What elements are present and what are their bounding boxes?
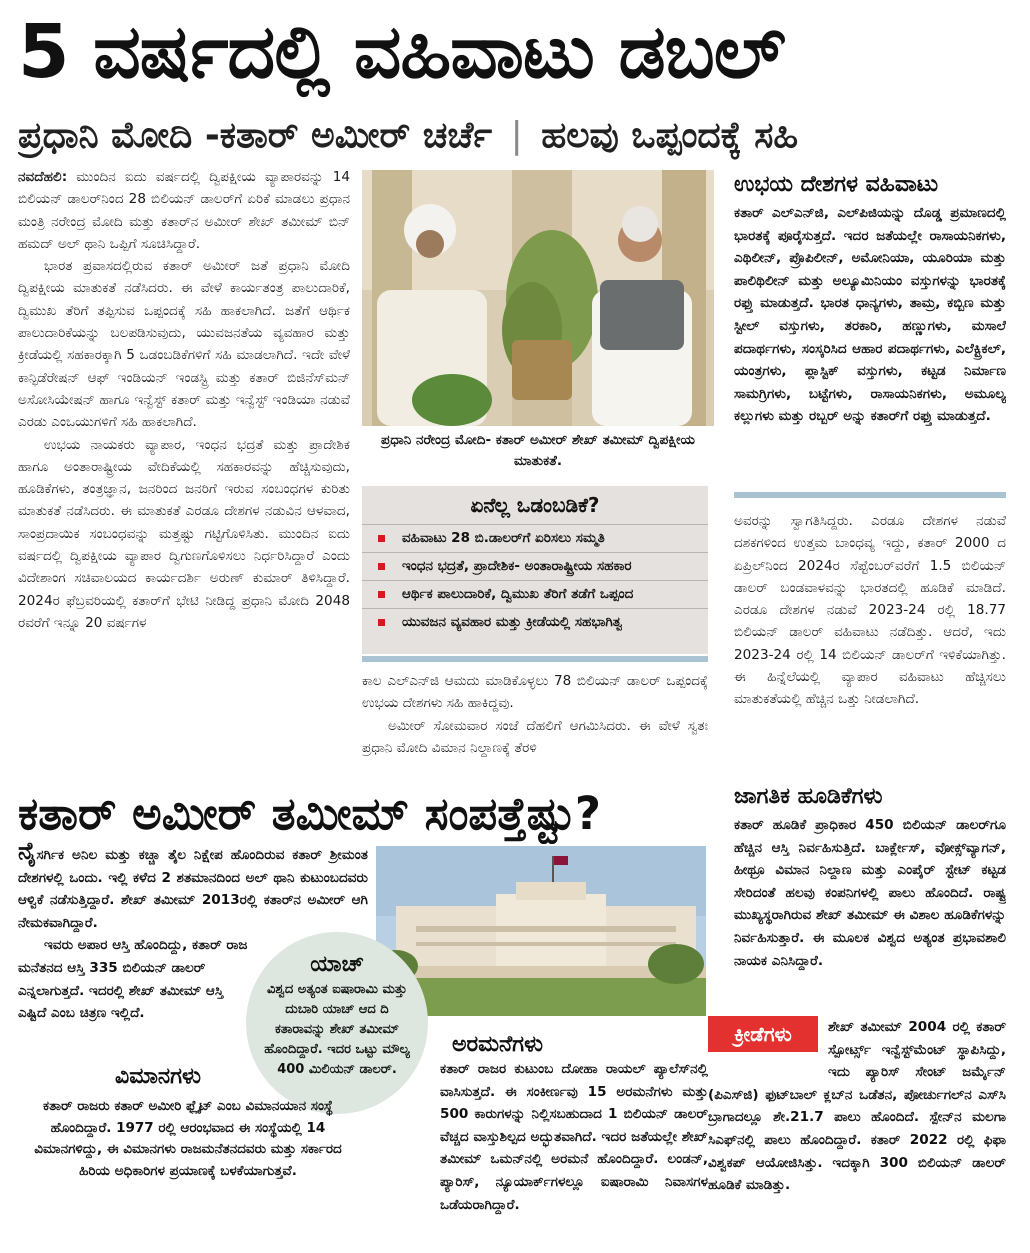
palaces-text: ಕತಾರ್ ರಾಜರ ಕುಟುಂಬ ದೋಹಾ ರಾಯಲ್ ಪ್ಯಾಲೆಸ್‌ನಲ್ಲಿ ವಾಸಿಸುತ್ತದೆ. ಈ ಸಂಕೀರ್ಣವು 15 ಅರಮನೆಗಳು ಮತ್ತು 500 ಕಾರುಗಳನ್ನು ನಿಲ್ಲಿಸಬಹುದಾದ 1 ಬಿಲಿಯನ್ ಡಾಲರ್ ವೆಚ್ಚದ ವಾಸ್ತುಶಿಲ್ಪದ ಅದ್ಭುತವಾಗಿದೆ. ಇದರ ಜತೆಯಲ್ಲೇ ಶೇಖ್ ತಮೀಮ್ ಒಮನ್‌ನಲ್ಲಿ ಅರಮನೆ ಹೊಂದಿದ್ದಾರೆ. ಲಂಡನ್, ಪ್ಯಾರಿಸ್, ನ್ಯೂಯಾರ್ಕ್‌ಗಳಲ್ಲೂ ಐಷಾರಾಮಿ ನಿವಾಸಗಳ ಒಡೆಯರಾಗಿದ್ದಾರೆ. (440, 1061, 708, 1213)
palace-photo (376, 846, 706, 1016)
subhead-right: ಹಲವು ಒಪ್ಪಂದಕ್ಕೆ ಸಹಿ (541, 115, 799, 156)
sports-tag-spacer (708, 1016, 828, 1066)
photo-caption: ಪ್ರಧಾನಿ ನರೇಂದ್ರ ಮೋದಿ- ಕತಾರ್ ಅಮೀರ್ ಶೇಖ್ ತಮೀಮ್ ದ್ವಿಪಕ್ಷೀಯ ಮಾತುಕತೆ. (381, 432, 695, 469)
center-divider (362, 656, 708, 662)
sports-section (708, 1016, 1006, 1241)
agreement-item (362, 552, 708, 580)
wealth-title: ಕತಾರ್ ಅಮೀರ್ ತಮೀಮ್ ಸಂಪತ್ತೆಷ್ಟು? (18, 787, 601, 840)
headline: 5 ವರ್ಷದಲ್ಲಿ ವಹಿವಾಟು ಡಬಲ್ (18, 9, 785, 95)
palaces-title: ಅರಮನೆಗಳು (452, 1032, 544, 1057)
leaders-photo-illustration (362, 170, 714, 426)
planes-section (18, 1060, 348, 1094)
subhead-separator: | (510, 115, 523, 156)
investments-text: ಕತಾರ್ ಹೂಡಿಕೆ ಪ್ರಾಧಿಕಾರ 450 ಬಿಲಿಯನ್ ಡಾಲರ್‌ಗೂ ಹೆಚ್ಚಿನ ಆಸ್ತಿ ನಿರ್ವಹಿಸುತ್ತಿದೆ. ಬಾರ್ಕ್ಲೇಸ್, ವೋಕ್ಸ್‌ವ್ಯಾಗನ್, ಹೀಥ್ರೂ ವಿಮಾನ ನಿಲ್ದಾಣ ಮತ್ತು ಎಂಪೈರ್ ಸ್ಟೇಟ್ ಕಟ್ಟಡ ಸೇರಿದಂತೆ ಹಲವು ಕಂಪನಿಗಳಲ್ಲಿ ಪಾಲು ಹೊಂದಿದೆ. ರಾಷ್ಟ್ರ ಮುಖ್ಯಸ್ಥರಾಗಿರುವ ಶೇಖ್ ತಮೀಮ್ ಈ ವಿಶಾಲ ಹೂಡಿಕೆಗಳನ್ನು ನಿರ್ವಹಿಸುತ್ತಾರೆ. ಈ ಮೂಲಕ ವಿಶ್ವದ ಅತ್ಯಂತ ಪ್ರಭಾವಶಾಲಿ ನಾಯಕ ಎನಿಸಿದ್ದಾರೆ. (734, 817, 1006, 969)
agreement-item-text: ವಹಿವಾಟು 28 ಬಿ.ಡಾಲರ್‌ಗೆ ಏರಿಸಲು ಸಮ್ಮತಿ (402, 530, 605, 546)
article-right-p1: ಅವರನ್ನು ಸ್ವಾಗತಿಸಿದ್ದರು. ಎರಡೂ ದೇಶಗಳ ನಡುವೆ ದಶಕಗಳಿಂದ ಉತ್ತಮ ಬಾಂಧವ್ಯ ಇದ್ದು, ಕತಾರ್ 2000 ದ ಏಪ್ರಿಲ್‌ನಿಂದ 2024ರ ಸೆಪ್ಟೆಂಬರ್‌ವರೆಗೆ 1.5 ಬಿಲಿಯನ್ ಡಾಲರ್ ಬಂಡವಾಳವನ್ನು ಭಾರತದಲ್ಲಿ ಹೂಡಿಕೆ ಮಾಡಿದೆ. ಎರಡೂ ದೇಶಗಳ ನಡುವೆ 2023-24 ರಲ್ಲಿ 18.77 ಬಿಲಿಯನ್ ಡಾಲರ್ ವಹಿವಾಟು ನಡೆದಿತ್ತು. ಆದರೆ, ಇದು 2023-24 ರಲ್ಲಿ 14 ಬಿಲಿಯನ್ ಡಾಲರ್‌ಗೆ ಇಳಿಕೆಯಾಗಿತ್ತು. ಈ ಹಿನ್ನೆಲೆಯಲ್ಲಿ ವ್ಯಾಪಾರ ವಹಿವಾಟು ಹೆಚ್ಚಿಸಲು ಮಾತುಕತೆಯಲ್ಲಿ ಹೆಚ್ಚಿನ ಒತ್ತು ನೀಡಲಾಗಿದೆ. (734, 513, 1006, 708)
article-paragraph-2: ಭಾರತ ಪ್ರವಾಸದಲ್ಲಿರುವ ಕತಾರ್ ಅಮೀರ್ ಜತೆ ಪ್ರಧಾನಿ ಮೋದಿ ದ್ವಿಪಕ್ಷೀಯ ಮಾತುಕತೆ ನಡೆಸಿದರು. ಈ ವೇಳೆ ಕಾರ್ಯತಂತ್ರ ಪಾಲುದಾರಿಕೆ, ದ್ವಿಮುಖ ತೆರಿಗೆ ತಪ್ಪಿಸುವ ಒಪ್ಪಂದಕ್ಕೆ ಸಹಿ ಹಾಕಲಾಗಿದೆ. ಜತೆಗೆ ಆರ್ಥಿಕ ಪಾಲುದಾರಿಕೆಯನ್ನು ಬಲಪಡಿಸುವುದು, ಯುವಜನತೆಯ ವ್ಯವಹಾರ ಮತ್ತು ಕ್ರೀಡೆಯಲ್ಲಿ ಸಹಕಾರಕ್ಕಾಗಿ 5 ಒಡಂಬಡಿಕೆಗಳಿಗೆ ಸಹಿ ಮಾಡಲಾಗಿದೆ. ಇದೇ ವೇಳೆ ಕಾನ್ಫಿಡೆರೇಷನ್ ಆಫ್ ಇಂಡಿಯನ್ ಇಂಡಸ್ಟ್ರಿ ಮತ್ತು ಕತಾರ್ ಬಿಜಿನೆಸ್‌ಮನ್ ಅಸೋಸಿಯೇಷನ್ ಹಾಗೂ ಇನ್ವೆಸ್ಟ್ ಕತಾರ್ ಮತ್ತು ಇನ್ವೆಸ್ಟ್ ಇಂಡಿಯಾ ನಡುವೆ ಎರಡು ಎಂಒಯುಗಳಿಗೆ ಸಹಿ ಹಾಕಲಾಗಿದೆ. (18, 258, 350, 431)
agreement-item (362, 580, 708, 608)
trade-title: ಉಭಯ ದೇಶಗಳ ವಹಿವಾಟು (734, 172, 939, 197)
bullet-icon (378, 591, 385, 598)
planes-text: ಕತಾರ್ ರಾಜರು ಕತಾರ್ ಅಮೀರಿ ಫ್ಲೈಟ್ ಎಂಬ ವಿಮಾನಯಾನ ಸಂಸ್ಥೆ ಹೊಂದಿದ್ದಾರೆ. 1977 ರಲ್ಲಿ ಆರಂಭವಾದ ಈ ಸಂಸ್ಥೆಯಲ್ಲಿ 14 ವಿಮಾನಗಳಿದ್ದು, ಈ ವಿಮಾನಗಳು ರಾಜಮನೆತನದವರು ಮತ್ತು ಸರ್ಕಾರದ ಹಿರಿಯ ಅಧಿಕಾರಿಗಳ ಪ್ರಯಾಣಕ್ಕೆ ಬಳಕೆಯಾಗುತ್ತವೆ. (34, 1098, 342, 1180)
right-divider (734, 492, 1006, 498)
subhead-left: ಪ್ರಧಾನಿ ಮೋದಿ -ಕತಾರ್ ಅಮೀರ್ ಚರ್ಚೆ (18, 115, 493, 156)
agreement-item-text: ಯುವಜನ ವ್ಯವಹಾರ ಮತ್ತು ಕ್ರೀಡೆಯಲ್ಲಿ ಸಹಭಾಗಿತ್ವ (402, 614, 623, 630)
agreement-item (362, 608, 708, 636)
wealth-intro-p1 (18, 840, 368, 934)
trade-text: ಕತಾರ್ ಎಲ್‌ಎನ್‌ಜಿ, ಎಲ್‌ಪಿಜಿಯನ್ನು ದೊಡ್ಡ ಪ್ರಮಾಣದಲ್ಲಿ ಭಾರತಕ್ಕೆ ಪೂರೈಸುತ್ತದೆ. ಇದರ ಜತೆಯಲ್ಲೇ ರಾಸಾಯನಿಕಗಳು, ಎಥಿಲೀನ್, ಪ್ರೊಪಿಲೀನ್, ಅಮೋನಿಯಾ, ಯೂರಿಯಾ ಮತ್ತು ಪಾಲಿಥಿಲೀನ್ ಮತ್ತು ಅಲ್ಯೂಮಿನಿಯಂ ವಸ್ತುಗಳನ್ನು ಭಾರತಕ್ಕೆ ರಫ್ತು ಮಾಡುತ್ತದೆ. ಭಾರತ ಧಾನ್ಯಗಳು, ತಾಮ್ರ, ಕಬ್ಬಿಣ ಮತ್ತು ಸ್ಟೀಲ್ ವಸ್ತುಗಳು, ತರಕಾರಿ, ಹಣ್ಣುಗಳು, ಮಸಾಲೆ ಪದಾರ್ಥಗಳು, ಸಂಸ್ಕರಿಸಿದ ಆಹಾರ ಪದಾರ್ಥಗಳು, ಎಲೆಕ್ಟ್ರಿಕಲ್, ಯಂತ್ರಗಳು, ಪ್ಲಾಸ್ಟಿಕ್ ವಸ್ತುಗಳು, ಕಟ್ಟಡ ನಿರ್ಮಾಣ ಸಾಮಗ್ರಿಗಳು, ಬಟ್ಟೆಗಳು, ರಾಸಾಯನಿಕಗಳು, ಅಮೂಲ್ಯ ಕಲ್ಲುಗಳು ಮತ್ತು ರಬ್ಬರ್ ಅನ್ನು ಕತಾರ್‌ಗೆ ರಫ್ತು ಮಾಡುತ್ತದೆ. (734, 205, 1006, 425)
sports-text: ಶೇಖ್ ತಮೀಮ್ 2004 ರಲ್ಲಿ ಕತಾರ್ ಸ್ಪೋರ್ಟ್ಸ್ ಇನ್ವೆಸ್ಟ್‌ಮೆಂಟ್ ಸ್ಥಾಪಿಸಿದ್ದು, ಇದು ಪ್ಯಾರಿಸ್ ಸೇಂಟ್ ಜರ್ಮೈನ್ (ಪಿಎಸ್‌ಜಿ) ಫುಟ್‌ಬಾಲ್ ಕ್ಲಬ್‌ನ ಒಡೆತನ, ಪೋರ್ಚುಗಲ್‌ನ ಎಸ್‌ಸಿ ಬ್ರಾಗಾದಲ್ಲೂ ಶೇ.21.7 ಪಾಲು ಹೊಂದಿದೆ. ಸ್ಪೇನ್‌ನ ಮಲಗಾ ಸಿಎಫ್‌ನಲ್ಲಿ ಪಾಲು ಹೊಂದಿದ್ದಾರೆ. ಕತಾರ್ 2022 ರಲ್ಲಿ ಫಿಫಾ ವಿಶ್ವಕಪ್ ಆಯೋಜಿಸಿತ್ತು. ಇದಕ್ಕಾಗಿ 300 ಬಿಲಿಯನ್ ಡಾಲರ್ ಹೂಡಿಕೆ ಮಾಡಿತ್ತು. (708, 1019, 1006, 1194)
agreement-item (362, 524, 708, 552)
agreement-item-text: ಆರ್ಥಿಕ ಪಾಲುದಾರಿಕೆ, ದ್ವಿಮುಖ ತೆರಿಗೆ ತಡೆಗೆ ಒಪ್ಪಂದ (402, 586, 634, 602)
leaders-photo (362, 170, 714, 426)
yacht-title: ಯಾಚ್ (310, 952, 364, 977)
article-paragraph-1 (18, 166, 350, 255)
article-right-continuation (734, 510, 1006, 760)
article-center-p2: ಅಮೀರ್ ಸೋಮವಾರ ಸಂಜೆ ದೆಹಲಿಗೆ ಆಗಮಿಸಿದರು. ಈ ವೇಳೆ ಸ್ವತಃ ಪ್ರಧಾನಿ ಮೋದಿ ವಿಮಾನ ನಿಲ್ದಾಣಕ್ಕೆ ತೆರಳಿ (362, 717, 708, 756)
drop-cap: ನೈ (18, 840, 37, 865)
bullet-icon (378, 535, 385, 542)
sports-tag: ಕ್ರೀಡೆಗಳು (708, 1016, 818, 1052)
agreement-item-text: ಇಂಧನ ಭದ್ರತೆ, ಪ್ರಾದೇಶಿಕ- ಅಂತಾರಾಷ್ಟ್ರೀಯ ಸಹಕಾರ (402, 558, 632, 574)
wealth-intro-text: ಸರ್ಗಿಕ ಅನಿಲ ಮತ್ತು ಕಚ್ಚಾ ತೈಲ ನಿಕ್ಷೇಪ ಹೊಂದಿರುವ ಕತಾರ್ ಶ್ರೀಮಂತ ದೇಶಗಳಲ್ಲಿ ಒಂದು. ಇಲ್ಲಿ ಕಳೆದ 2 ಶತಮಾನದಿಂದ ಅಲ್ ಥಾನಿ ಕುಟುಂಬದವರು ಆಳ್ವಿಕೆ ನಡೆಸುತ್ತಿದ್ದಾರೆ. ಶೇಖ್ ತಮೀಮ್ 2013ರಲ್ಲಿ ಕತಾರ್‌ನ ಅಮೀರ್ ಆಗಿ ನೇಮಕವಾಗಿದ್ದಾರೆ. (18, 847, 368, 931)
palace-photo-illustration (376, 846, 706, 1016)
planes-title: ವಿಮಾನಗಳು (115, 1064, 201, 1089)
agreements-box (362, 486, 708, 654)
article-left-column (18, 166, 350, 766)
dateline: ನವದೆಹಲಿ: (18, 169, 68, 185)
agreements-title: ಏನೆಲ್ಲ ಒಡಂಬಡಿಕೆ? (470, 493, 600, 517)
article-center-continuation (362, 670, 708, 766)
yacht-text: ವಿಶ್ವದ ಅತ್ಯಂತ ಐಷಾರಾಮಿ ಮತ್ತು ದುಬಾರಿ ಯಾಚ್ ಆದ ದಿ ಕತಾರಾವನ್ನು ಶೇಖ್ ತಮೀಮ್ ಹೊಂದಿದ್ದಾರೆ. ಇದರ ಒಟ್ಟು ಮೌಲ್ಯ 400 ಮಿಲಿಯನ್ ಡಾಲರ್. (264, 982, 410, 1077)
wealth-intro-p2: ಇವರು ಅಪಾರ ಆಸ್ತಿ ಹೊಂದಿದ್ದು, ಕತಾರ್ ರಾಜ ಮನೆತನದ ಆಸ್ತಿ 335 ಬಿಲಿಯನ್ ಡಾಲರ್ ಎನ್ನಲಾಗುತ್ತದೆ. ಇದರಲ್ಲಿ ಶೇಖ್ ತಮೀಮ್ ಆಸ್ತಿ ಎಷ್ಟಿದೆ ಎಂಬ ಚಿತ್ರಣ ಇಲ್ಲಿದೆ. (18, 937, 248, 1022)
investments-title: ಜಾಗತಿಕ ಹೂಡಿಕೆಗಳು (734, 784, 883, 809)
article-center-p1: ಕಾಲ ಎಲ್‌ಎನ್‌ಜಿ ಆಮದು ಮಾಡಿಕೊಳ್ಳಲು 78 ಬಿಲಿಯನ್ ಡಾಲರ್ ಒಪ್ಪಂದಕ್ಕೆ ಉಭಯ ದೇಶಗಳು ಸಹಿ ಹಾಕಿದ್ದವು. (362, 673, 708, 712)
bullet-icon (378, 563, 385, 570)
bullet-icon (378, 619, 385, 626)
article-paragraph-3: ಉಭಯ ನಾಯಕರು ವ್ಯಾಪಾರ, ಇಂಧನ ಭದ್ರತೆ ಮತ್ತು ಪ್ರಾದೇಶಿಕ ಹಾಗೂ ಅಂತಾರಾಷ್ಟ್ರೀಯ ವೇದಿಕೆಯಲ್ಲಿ ಸಹಕಾರವನ್ನು ಹೆಚ್ಚಿಸುವುದು, ಹೂಡಿಕೆಗಳು, ತಂತ್ರಜ್ಞಾನ, ಜನರಿಂದ ಜನರಿಗೆ ಇರುವ ಸಂಬಂಧಗಳ ಕುರಿತು ಮಾತುಕತೆ ನಡೆಸಿದರು. ಈ ಮಾತುಕತೆ ಎರಡೂ ದೇಶಗಳ ನಡುವಿನ ಆಳವಾದ, ಸಾಂಪ್ರದಾಯಿಕ ಸಂಬಂಧವನ್ನು ಮತ್ತಷ್ಟು ಗಟ್ಟಿಗೊಳಿಸಿತು. ಮುಂದಿನ ಐದು ವರ್ಷದಲ್ಲಿ ದ್ವಿಪಕ್ಷೀಯ ವ್ಯಾಪಾರ ದ್ವಿಗುಣಗೊಳಿಸಲು ನಿರ್ಧರಿಸಿದ್ದಾರೆ ಎಂದು ವಿದೇಶಾಂಗ ಸಚಿವಾಲಯದ ಕಾರ್ಯದರ್ಶಿ ಅರುಣ್ ಕುಮಾರ್ ತಿಳಿಸಿದ್ದಾರೆ. 2024ರ ಫೆಬ್ರವರಿಯಲ್ಲಿ ಕತಾರ್‌ಗೆ ಭೇಟಿ ನೀಡಿದ್ದ ಪ್ರಧಾನಿ ಮೋದಿ 2048 ರವರೆಗೆ ಇನ್ನೂ 20 ವರ್ಷಗಳ (18, 436, 350, 631)
subheadline (18, 108, 1018, 164)
article-p1-text: ಮುಂದಿನ ಐದು ವರ್ಷದಲ್ಲಿ ದ್ವಿಪಕ್ಷೀಯ ವ್ಯಾಪಾರವನ್ನು 14 ಬಿಲಿಯನ್ ಡಾಲರ್‌ನಿಂದ 28 ಬಿಲಿಯನ್ ಡಾಲರ್‌ಗೆ ಏರಿಕೆ ಮಾಡಲು ಪ್ರಧಾನ ಮಂತ್ರಿ ನರೇಂದ್ರ ಮೋದಿ ಮತ್ತು ಕತಾರ್‌ನ ಅಮೀರ್ ಶೇಖ್ ತಮೀಮ್ ಬಿನ್ ಹಮದ್ ಅಲ್ ಥಾನಿ ಒಪ್ಪಿಗೆ ಸೂಚಿಸಿದ್ದಾರೆ. (18, 169, 350, 252)
